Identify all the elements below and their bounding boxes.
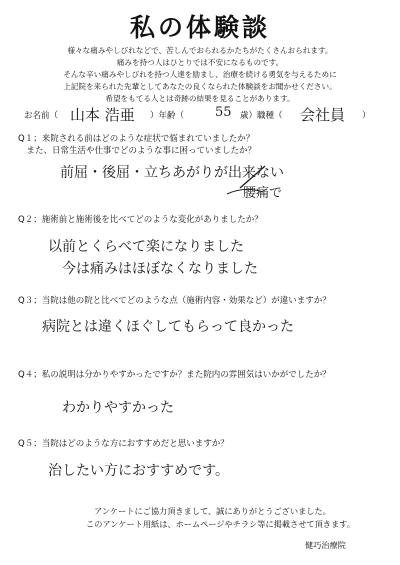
question-text: Q２；施術前と施術後を比べてどのような変化がありましたか？ (18, 215, 263, 225)
question-text: Q３；当院は他の院と比べてどのような点（施術内容・効果など）が違いますか？ (18, 296, 331, 306)
answer-text: 今は痛みはほぼなくなりました (62, 261, 258, 277)
question-text: また、日常生活や仕事でどのような事に困っていましたか？ (18, 146, 257, 156)
question-text: Q４；私の説明は分かりやすかったですか？また院内の雰囲気はいかがでしたか？ (18, 370, 331, 380)
intro-line: 痛みを持つ人はひとりでは不安になるものです。 (116, 58, 284, 67)
name-label: お名前（ (24, 111, 59, 121)
intro-line: 上記院を来られた先輩としてあなたの良くなられた体験談をお聞かせください。 (63, 82, 337, 91)
answer-text: 以前とくらべて楽になりました (48, 239, 244, 255)
footer-thanks: アンケートにご協力頂きまして、誠にありがとうございました。 (94, 506, 331, 516)
footer-notice: このアンケート用紙は、ホームページやチラシ等に掲載させて頂きます。 (86, 519, 355, 529)
name-value: 山本 浩亜 (70, 106, 135, 124)
question-text: Q５；当院はどのような方におすすめだと思いますか？ (18, 439, 229, 449)
question-text: Q１；来院される前はどのような症状で悩まれていましたか？ (18, 134, 255, 144)
age-label: ）年齢（ (150, 111, 185, 121)
answer-text: 前屈・後屈・立ちあがりが出来ない (60, 165, 284, 181)
answer-text: 腰痛で (243, 186, 283, 201)
age-unit-job-label: 歳）職種（ (240, 111, 283, 121)
clinic-name: 健巧治療院 (305, 540, 346, 550)
job-value: 会社員 (300, 106, 346, 124)
intro-line: 希望をもてる人とは奇跡の結果を見ることがあります。 (105, 94, 295, 103)
intro-line: そんな辛い痛みやしびれを持つ人達を励まし、治療を続ける勇気を与えるために (63, 70, 337, 79)
page-title: 私の体験談 (129, 13, 270, 42)
answer-text: 治したい方におすすめです。 (48, 463, 230, 479)
close-paren: ） (362, 111, 371, 121)
age-value: 55 (215, 105, 232, 120)
answer-text: わかりやすかった (62, 400, 174, 416)
answer-text: 病院とは違くほぐしてもらって良かった (42, 319, 294, 335)
intro-line: 様々な痛みやしびれなどで、苦しんでおられるかたちがたくさんおられます。 (67, 46, 333, 55)
